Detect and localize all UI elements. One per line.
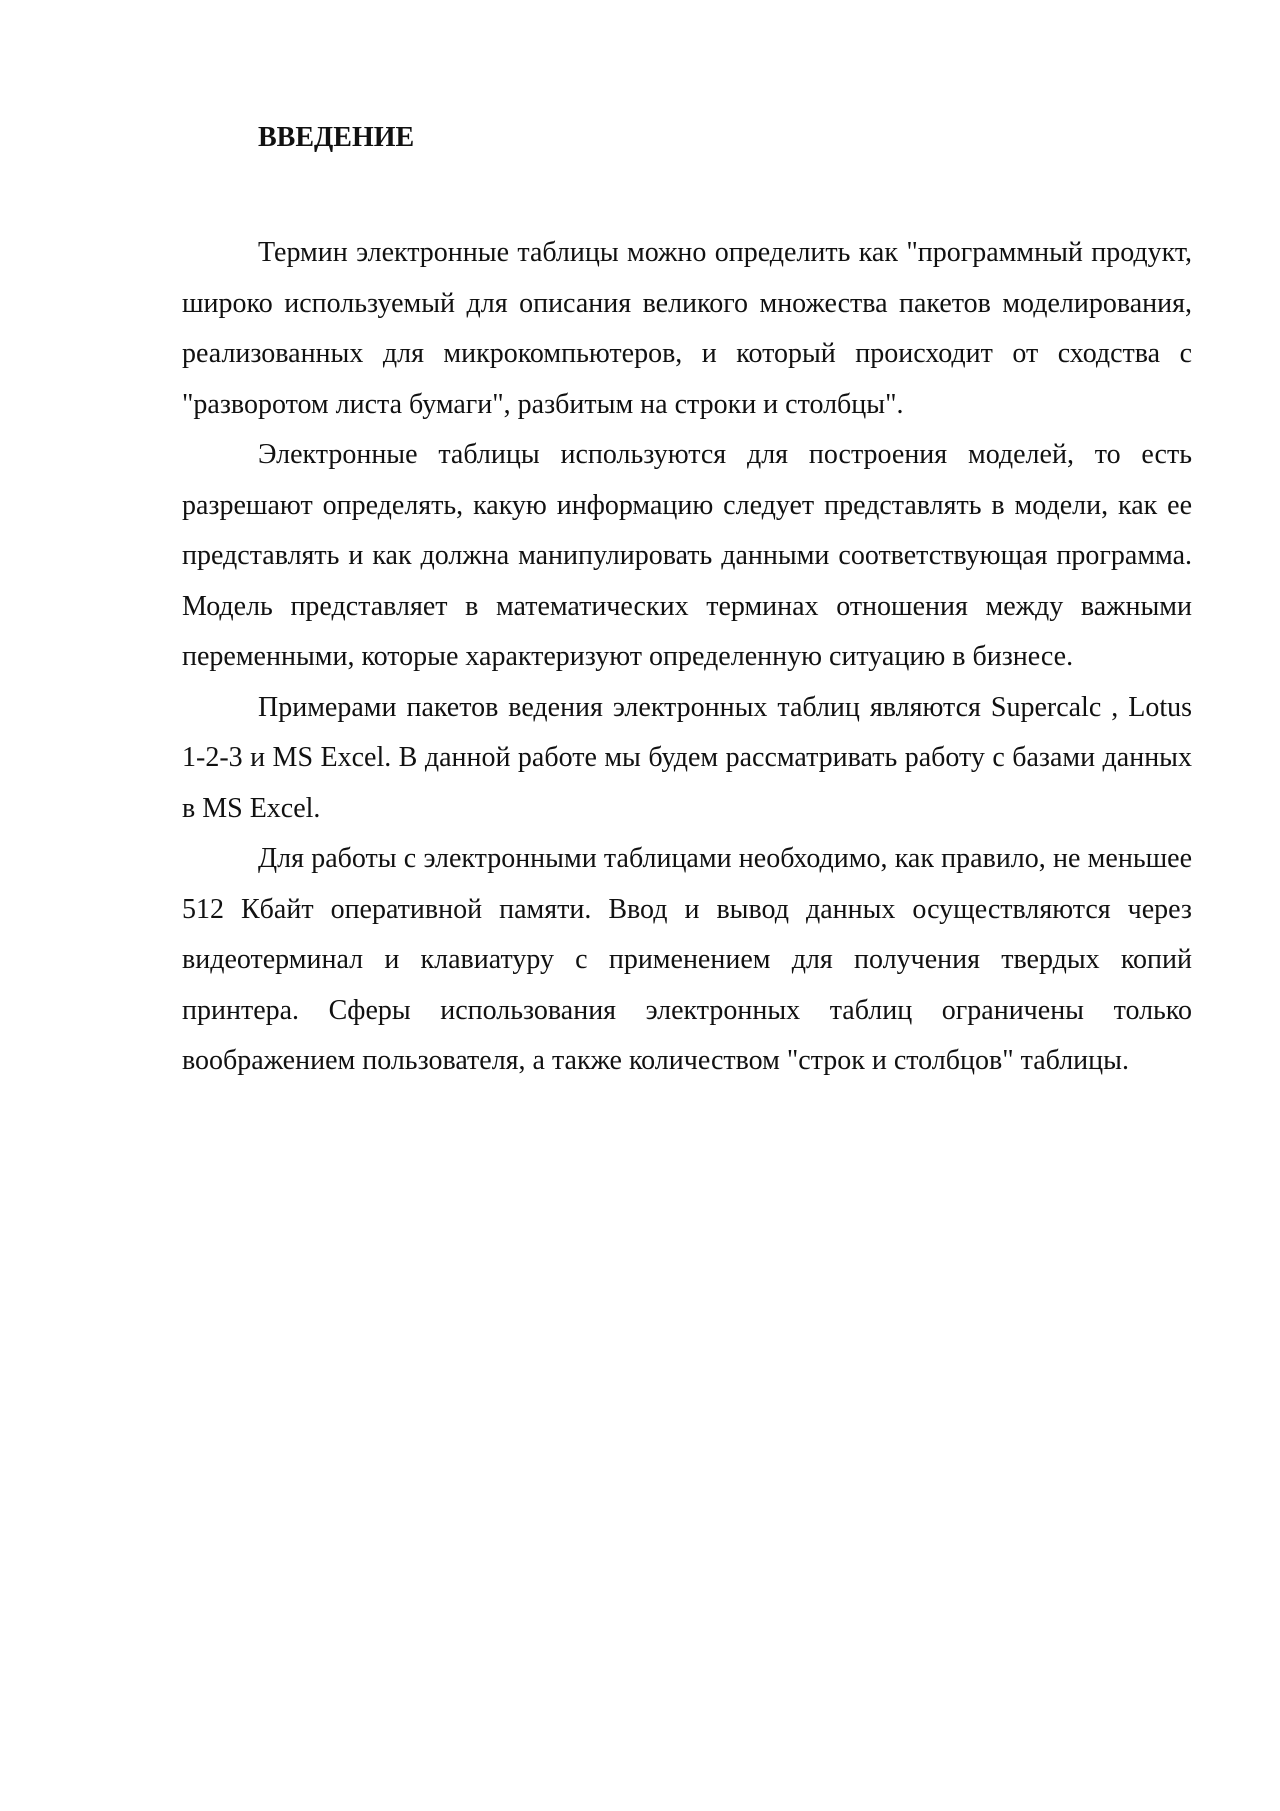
paragraph-spreadsheet-examples: Примерами пакетов ведения электронных таблиц являются Supercalc , Lotus 1-2-3 и MS Excel. В данной работе мы будем рассматривать работу с базами данных в MS Excel. (182, 691, 1192, 824)
section-heading: ВВЕДЕНИЕ (258, 122, 415, 153)
paragraph-spreadsheet-definition: Термин электронные таблицы можно определить как "программный продукт, широко используемый для описания великого множества пакетов моделирования, реализованных для микрокомпьютеров, и который происходит от сходства с "разворотом листа бумаги", разбитым на строки и столбцы". (182, 237, 1192, 420)
paragraph-spreadsheet-requirements: Для работы с электронными таблицами необходимо, как правило, не меньшее 512 Кбайт оперативной памяти. Ввод и вывод данных осуществляются через видеотерминал и клавиатуру с применением для получения твердых копий принтера. Сферы использования электронных таблиц ограничены только воображением пользователя, а также количеством "строк и столбцов" таблицы. (182, 843, 1192, 1076)
document-body (182, 118, 1192, 1087)
paragraph-spreadsheet-models: Электронные таблицы используются для построения моделей, то есть разрешают определять, какую информацию следует представлять в модели, как ее представлять и как должна манипулировать данными соответствующая программа. Модель представляет в математических терминах отношения между важными переменными, которые характеризуют определенную ситуацию в бизнесе. (182, 439, 1192, 672)
